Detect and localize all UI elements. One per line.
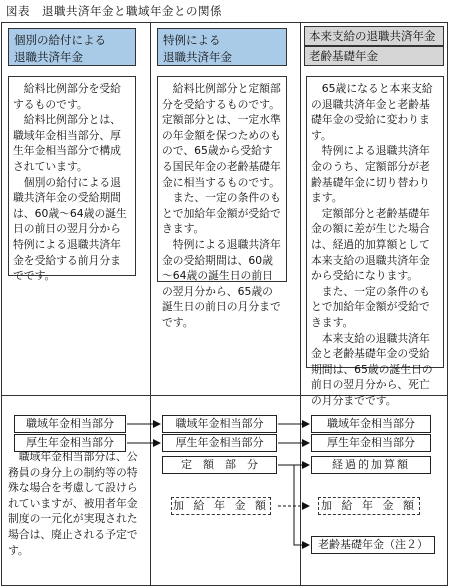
figure-title: 図表 退職共済年金と職域年金との関係 bbox=[6, 4, 222, 18]
arrow bbox=[294, 465, 309, 545]
paragraph: 給料比例部分とは、職域年金相当部分、厚生年金相当部分で構成されています。 bbox=[13, 113, 121, 173]
box-occupational-portion: 職域年金相当部分 bbox=[162, 415, 277, 433]
column-header-special: 特例による 退職共済年金 bbox=[157, 28, 287, 66]
box-flat-rate-portion: 定 額 部 分 bbox=[162, 456, 277, 474]
column-header-individual: 個別の給付による 退職共済年金 bbox=[8, 28, 136, 66]
paragraph: 定額部分と老齢基礎年金の額に差が生じた場合は、経過的加算額として本来支給の退職共済年金から受給になります。 bbox=[311, 206, 430, 283]
paragraph: 本来支給の退職共済年金と老齢基礎年金の受給期間は、65歳の誕生日の前日の翌月分から、死亡の月分までです。 bbox=[311, 331, 433, 407]
paragraph: 給料比例部分と定額部分を受給するものです。定額部分とは、一定水準の年金額を保つためのもので、65歳から受給する国民年金の老齢基礎年金に相当するものです。 bbox=[162, 82, 281, 189]
box-welfare-portion: 厚生年金相当部分 bbox=[162, 434, 277, 452]
paragraph: 特例による退職共済年金のうち、定額部分が老齢基礎年金に切り替わります。 bbox=[311, 144, 430, 205]
paragraph: また、一定の条件のもとで加給年金額が受給できます。 bbox=[162, 191, 281, 236]
box-occupational-portion: 職域年金相当部分 bbox=[311, 415, 431, 433]
column-header-basic-retirement: 本来支給の退職共済年金 bbox=[304, 26, 444, 46]
paragraph: また、一定の条件のもとで加給年金額が受給できます。 bbox=[311, 284, 430, 329]
column-header-old-age-basic: 老齢基礎年金 bbox=[304, 46, 444, 66]
paragraph: 65歳になると本来支給の退職共済年金と老齢基礎年金の受給に変わります。 bbox=[311, 82, 433, 142]
paragraph: 個別の給付による退職共済年金の受給期間は、60歳～64歳の誕生日の前日の翌月分から特例による退職共済年金を受給する前月分までです。 bbox=[13, 175, 127, 283]
paragraph: 特例による退職共済年金の受給期間は、60歳～64歳の誕生日の前日の翌月分から、65歳の誕生日の前日の月分までです。 bbox=[162, 237, 281, 329]
box-additional-pension: 加 給 年 金 額 bbox=[318, 497, 420, 515]
note-text: 職域年金相当部分は、公務員の身分上の制約等の特殊な場合を考慮して設けられていますが、被用者年金制度の一元化が実現された場合は、廃止される予定です。 bbox=[8, 450, 138, 557]
box-additional-pension: 加 給 年 金 額 bbox=[171, 497, 271, 515]
box-transitional-addition: 経過的加算額 bbox=[311, 456, 431, 474]
box-occupational-portion: 職域年金相当部分 bbox=[14, 415, 126, 433]
box-welfare-portion: 厚生年金相当部分 bbox=[14, 434, 126, 452]
paragraph: 給料比例部分を受給するものです。 bbox=[13, 82, 121, 111]
box-old-age-basic-pension: 老齢基礎年金（注２） bbox=[311, 536, 435, 554]
note-occupational bbox=[8, 449, 140, 558]
box-welfare-portion: 厚生年金相当部分 bbox=[311, 434, 431, 452]
